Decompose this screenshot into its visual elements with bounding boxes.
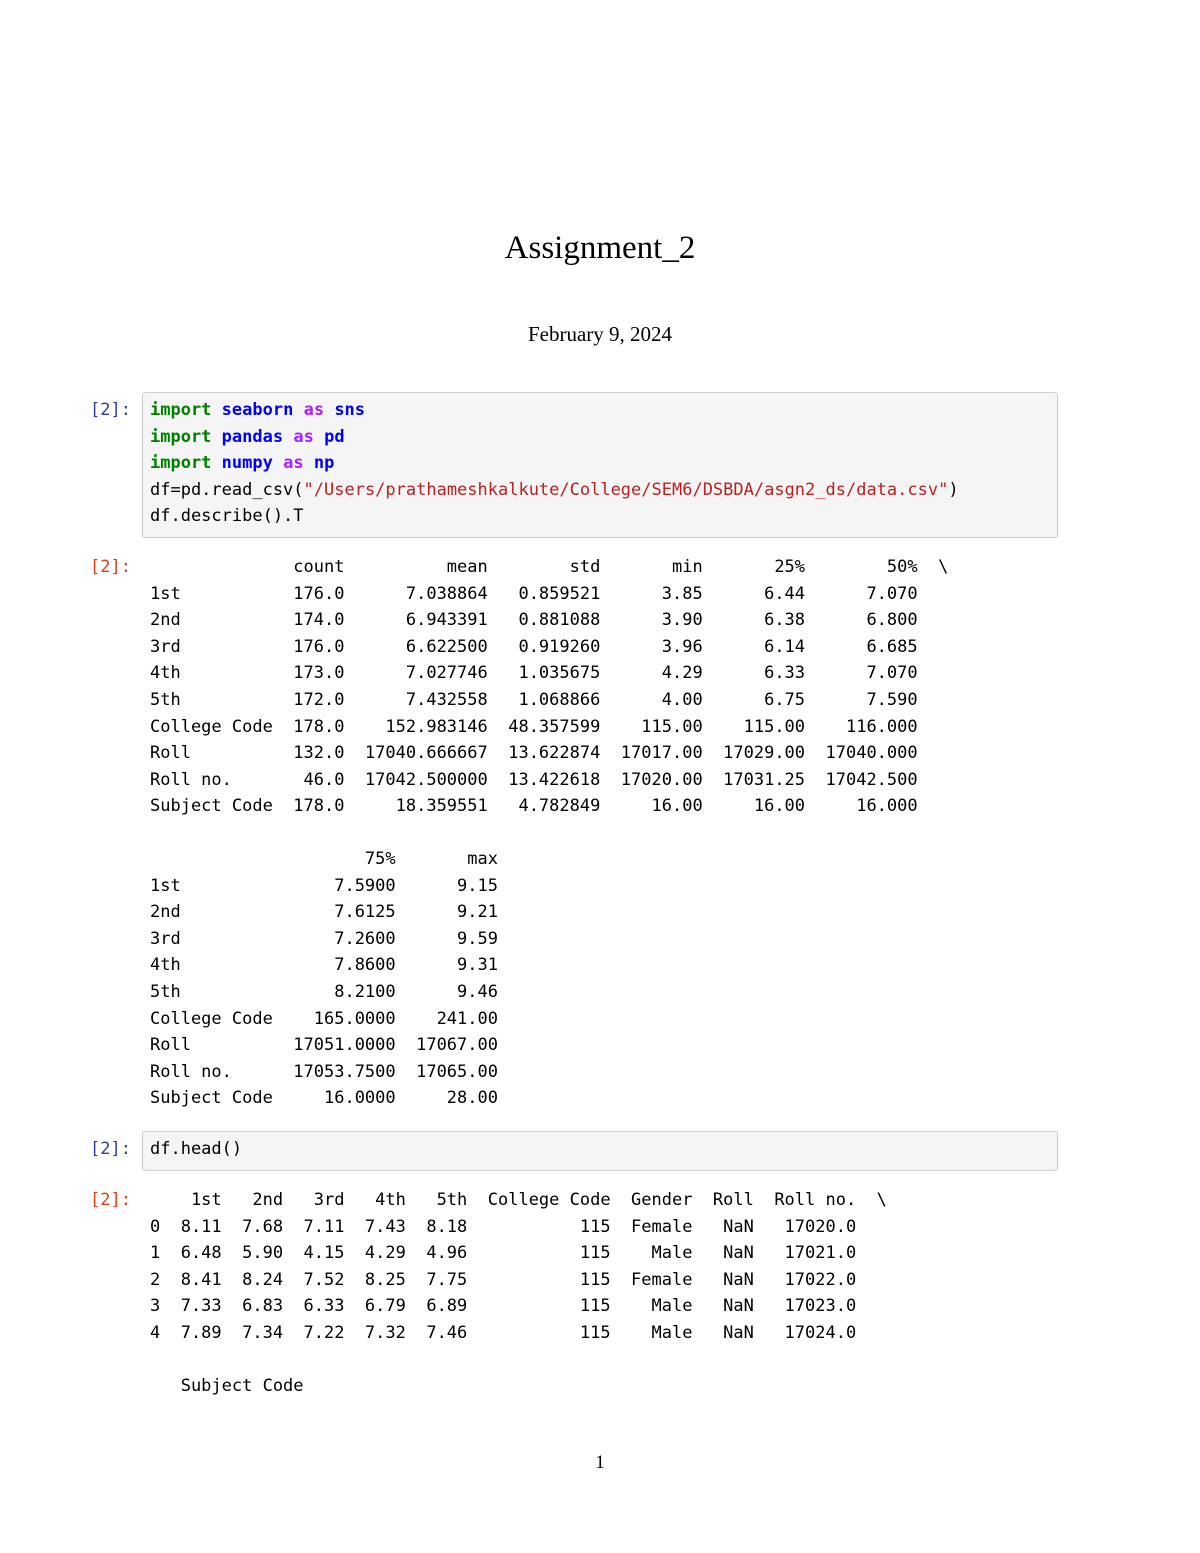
head-row: 2 8.41 8.24 7.52 8.25 7.75 115 Female NaN 17022.0	[150, 1269, 857, 1290]
describe-row: College Code 178.0 152.983146 48.357599 115.00 115.00 116.000	[150, 716, 918, 737]
describe-row: Subject Code 178.0 18.359551 4.782849 16.00 16.00 16.000	[150, 796, 918, 817]
describe-row: 1st 7.5900 9.15	[150, 875, 498, 896]
head-output	[150, 1187, 887, 1400]
input-prompt-2: [2]:	[90, 1139, 131, 1159]
head-row: 0 8.11 7.68 7.11 7.43 8.18 115 Female NaN 17020.0	[150, 1216, 857, 1237]
document-title: Assignment_2	[504, 230, 696, 266]
output-prompt-1: [2]:	[90, 557, 131, 577]
describe-row: 1st 176.0 7.038864 0.859521 3.85 6.44 7.070	[150, 583, 918, 604]
code-block-1	[150, 397, 959, 530]
code-line-2: import pandas as pd	[150, 426, 345, 447]
code-block-2	[150, 1136, 242, 1163]
describe-row: 5th 8.2100 9.46	[150, 981, 498, 1002]
output-prompt-2: [2]:	[90, 1190, 131, 1210]
code-line-1: import seaborn as sns	[150, 400, 366, 420]
describe-header-1: count mean std min 25% 50% \	[150, 557, 949, 577]
describe-row: 5th 172.0 7.432558 1.068866 4.00 6.75 7.590	[150, 689, 918, 710]
describe-row: Roll no. 17053.7500 17065.00	[150, 1061, 498, 1082]
head-footer: Subject Code	[150, 1376, 304, 1397]
code-line-head: df.head()	[150, 1139, 243, 1159]
head-row: 3 7.33 6.83 6.33 6.79 6.89 115 Male NaN 17023.0	[150, 1296, 857, 1317]
code-line-4: df=pd.read_csv("/Users/prathameshkalkute/College/SEM6/DSBDA/asgn2_ds/data.csv")	[150, 479, 959, 500]
page-number: 1	[595, 1452, 605, 1473]
head-row: 4 7.89 7.34 7.22 7.32 7.46 115 Male NaN 17024.0	[150, 1322, 857, 1343]
describe-row: 3rd 176.0 6.622500 0.919260 3.96 6.14 6.685	[150, 636, 918, 657]
describe-row: 2nd 7.6125 9.21	[150, 902, 498, 923]
describe-header-2: 75% max	[150, 849, 498, 869]
describe-output-part2	[150, 846, 498, 1112]
document-date: February 9, 2024	[527, 322, 673, 346]
head-row: 1 6.48 5.90 4.15 4.29 4.96 115 Male NaN 17021.0	[150, 1243, 857, 1264]
code-line-5: df.describe().T	[150, 506, 304, 527]
describe-row: Subject Code 16.0000 28.00	[150, 1088, 498, 1109]
describe-row: College Code 165.0000 241.00	[150, 1008, 498, 1029]
describe-row: Roll no. 46.0 17042.500000 13.422618 17020.00 17031.25 17042.500	[150, 769, 918, 790]
describe-output-part1	[150, 554, 948, 820]
code-cell-2[interactable]	[142, 1131, 1058, 1171]
describe-row: 2nd 174.0 6.943391 0.881088 3.90 6.38 6.800	[150, 610, 918, 631]
head-header: 1st 2nd 3rd 4th 5th College Code Gender Roll Roll no. \	[150, 1190, 887, 1210]
describe-row: 4th 7.8600 9.31	[150, 955, 498, 976]
describe-row: 3rd 7.2600 9.59	[150, 928, 498, 949]
head-blank-row	[150, 1347, 887, 1374]
describe-row: Roll 132.0 17040.666667 13.622874 17017.00 17029.00 17040.000	[150, 743, 918, 764]
describe-row: 4th 173.0 7.027746 1.035675 4.29 6.33 7.070	[150, 663, 918, 684]
input-prompt-1: [2]:	[90, 400, 131, 420]
code-line-3: import numpy as np	[150, 453, 335, 474]
describe-row: Roll 17051.0000 17067.00	[150, 1035, 498, 1056]
